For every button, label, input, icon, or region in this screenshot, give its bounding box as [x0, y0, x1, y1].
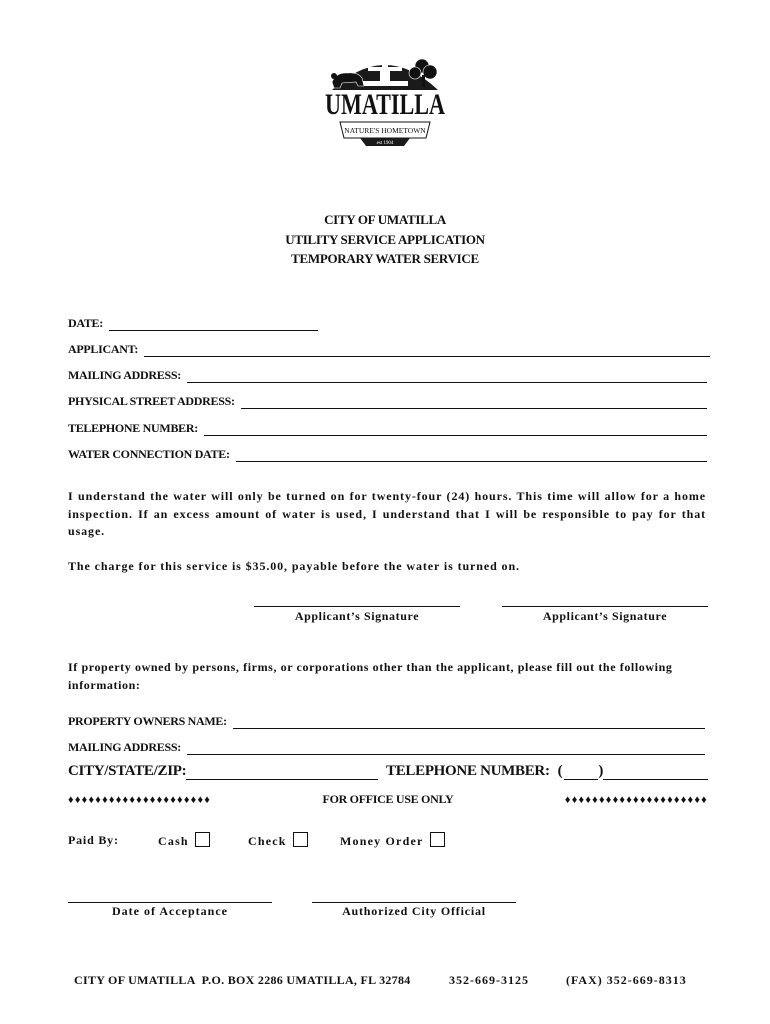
fountain-icon: [362, 56, 408, 86]
owner-telephone-line[interactable]: [603, 765, 708, 780]
diamond-row-left: ♦♦♦♦♦♦♦♦♦♦♦♦♦♦♦♦♦♦♦♦♦: [68, 793, 212, 806]
date-of-acceptance-label: Date of Acceptance: [112, 904, 228, 918]
connection-date-label: WATER CONNECTION DATE:: [68, 447, 230, 461]
owners-name-label: PROPERTY OWNERS NAME:: [68, 714, 227, 728]
mailing-address-field[interactable]: [68, 365, 707, 383]
office-use-divider: [68, 792, 708, 807]
area-code-line[interactable]: [564, 765, 598, 780]
authorized-official-label: Authorized City Official: [342, 904, 486, 918]
logo-name: UMATILLA: [325, 88, 446, 121]
header-line-1: CITY OF UMATILLA: [324, 212, 446, 227]
money-order-label: Money Order: [340, 834, 424, 848]
applicant-signature-label-right: Applicant’s Signature: [542, 609, 668, 623]
telephone-label: TELEPHONE NUMBER:: [68, 421, 198, 435]
authorized-official-line[interactable]: [312, 902, 516, 903]
office-use-label: FOR OFFICE USE ONLY: [322, 792, 454, 806]
date-line[interactable]: [109, 316, 318, 331]
owner-mailing-address-field[interactable]: [68, 737, 705, 755]
physical-address-line[interactable]: [241, 394, 707, 409]
city-state-zip-field[interactable]: [68, 762, 378, 780]
connection-date-line[interactable]: [236, 447, 707, 462]
applicant-signature-line-left[interactable]: [254, 606, 460, 607]
money-order-option[interactable]: [340, 832, 445, 849]
header-line-2: UTILITY SERVICE APPLICATION: [285, 232, 485, 247]
date-field[interactable]: [68, 313, 318, 331]
applicant-signature-line-right[interactable]: [502, 606, 708, 607]
phone-open-paren: (: [557, 763, 563, 779]
mailing-address-label: MAILING ADDRESS:: [68, 368, 181, 382]
footer-address: CITY OF UMATILLA P.O. BOX 2286 UMATILLA, FL 32784: [74, 973, 411, 987]
check-checkbox[interactable]: [293, 832, 308, 847]
applicant-signature-label-left: Applicant’s Signature: [294, 609, 420, 623]
charge-paragraph: The charge for this service is $35.00, payable before the water is turned on.: [68, 559, 520, 573]
cash-checkbox[interactable]: [195, 832, 210, 847]
city-state-zip-label: CITY/STATE/ZIP:: [68, 763, 187, 779]
applicant-field[interactable]: [68, 339, 710, 357]
footer-phone: 352-669-3125: [449, 973, 529, 987]
understand-paragraph: I understand the water will only be turned on for twenty-four (24) hours. This time will allow for a home inspection. If an excess amount of water is used, I understand that I will be responsible to pay for that usage.: [68, 489, 706, 538]
date-of-acceptance-line[interactable]: [68, 902, 272, 903]
paid-by-label: Paid By:: [68, 833, 119, 847]
owner-telephone-label: TELEPHONE NUMBER:: [386, 763, 550, 779]
applicant-label: APPLICANT:: [68, 342, 139, 356]
owner-intro: If property owned by persons, firms, or corporations other than the applicant, please fill out the following information:: [68, 660, 673, 692]
header-line-3: TEMPORARY WATER SERVICE: [291, 251, 479, 266]
phone-close-paren: ): [598, 763, 604, 779]
logo-established: est 1904: [376, 141, 394, 146]
logo-tagline: NATURE'S HOMETOWN: [344, 126, 426, 135]
owners-name-field[interactable]: [68, 711, 705, 729]
money-order-checkbox[interactable]: [430, 832, 445, 847]
telephone-field[interactable]: [68, 418, 707, 436]
owners-name-line[interactable]: [233, 714, 705, 729]
date-label: DATE:: [68, 316, 103, 330]
cash-option[interactable]: [158, 832, 210, 849]
diamond-row-right: ♦♦♦♦♦♦♦♦♦♦♦♦♦♦♦♦♦♦♦♦♦: [564, 793, 708, 806]
footer-fax: (FAX) 352-669-8313: [566, 973, 687, 987]
umatilla-logo: [318, 42, 452, 154]
city-state-zip-line[interactable]: [186, 765, 378, 780]
owner-telephone-field[interactable]: [386, 762, 708, 780]
connection-date-field[interactable]: [68, 444, 707, 462]
mailing-address-line[interactable]: [187, 368, 707, 383]
check-option[interactable]: [248, 832, 308, 849]
physical-address-label: PHYSICAL STREET ADDRESS:: [68, 394, 235, 408]
physical-address-field[interactable]: [68, 391, 707, 409]
applicant-line[interactable]: [144, 342, 710, 357]
owner-mailing-address-line[interactable]: [187, 740, 705, 755]
owner-mailing-address-label: MAILING ADDRESS:: [68, 740, 181, 754]
check-label: Check: [248, 834, 287, 848]
cash-label: Cash: [158, 834, 189, 848]
telephone-line[interactable]: [204, 421, 707, 436]
